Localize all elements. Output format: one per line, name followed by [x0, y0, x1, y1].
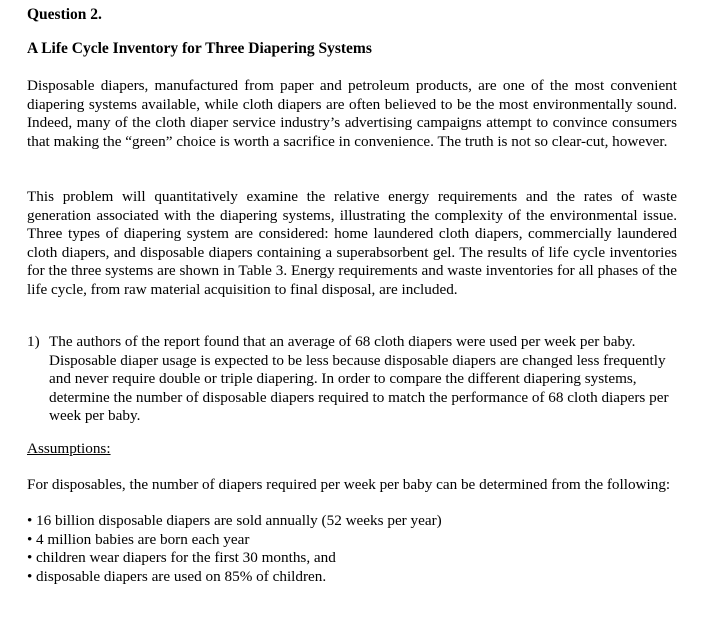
assumptions-intro: For disposables, the number of diapers required per week per baby can be determined from the following: [27, 476, 671, 493]
section-title: A Life Cycle Inventory for Three Diapering Systems [27, 40, 372, 57]
bullet-icon: • [27, 512, 33, 529]
bullet-icon: • [27, 530, 33, 548]
assumption-text: disposable diapers are used on 85% of children. [36, 567, 327, 585]
question-heading: Question 2. [27, 6, 102, 23]
assumptions-list [27, 512, 442, 586]
assumption-text: 4 million babies are born each year [36, 530, 250, 548]
list-item [27, 512, 442, 531]
assumption-text: children wear diapers for the first 30 months, and [36, 549, 336, 566]
bullet-icon: • [27, 549, 33, 566]
question-1-item [27, 333, 677, 426]
list-item [27, 549, 442, 568]
question-1-text: The authors of the report found that an average of 68 cloth diapers were used per week per baby. Disposable diaper usage is expected to be less because disposable diapers are changed less frequently and never require double or triple diapering. In order to compare the different diapering systems, determine the number of disposable diapers required to match the performance of 68 cloth diapers per week per baby. [49, 333, 669, 424]
problem-paragraph: This problem will quantitatively examine the relative energy requirements and the rates of waste generation associated with the diapering systems, illustrating the complexity of the environmental issue. Three types of diapering system are considered: home laundered cloth diapers, commercially laundered cloth diapers, and disposable diapers containing a superabsorbent gel. The results of life cycle inventories for the three systems are shown in Table 3. Energy requirements and waste inventories for all phases of the life cycle, from raw material acquisition to final disposal, are included. [27, 188, 677, 298]
assumptions-heading: Assumptions: [27, 440, 111, 457]
intro-paragraph: Disposable diapers, manufactured from paper and petroleum products, are one of the most convenient diapering systems available, while cloth diapers are often believed to be the most environmentally sound. Indeed, many of the cloth diaper service industry’s advertising campaigns attempt to convince consumers that making the “green” choice is worth a sacrifice in convenience. The truth is not so clear-cut, however. [27, 77, 677, 150]
assumption-text: 16 billion disposable diapers are sold annually (52 weeks per year) [36, 512, 442, 529]
list-item [27, 531, 442, 550]
question-1-number: 1) [27, 333, 40, 350]
list-item [27, 568, 442, 587]
bullet-icon: • [27, 567, 33, 585]
